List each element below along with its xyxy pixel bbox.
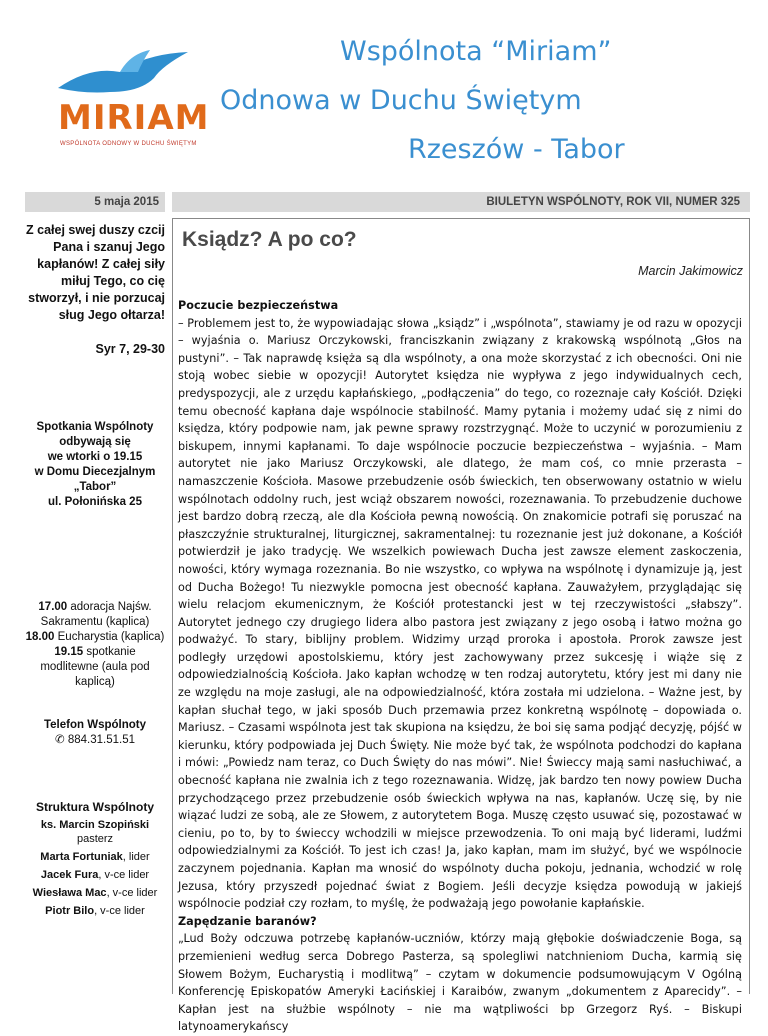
sidebar bbox=[25, 222, 165, 356]
schedule-item: 18.00 Eucharystia (kaplica) bbox=[25, 631, 165, 643]
structure-label: Struktura Wspólnoty bbox=[35, 800, 154, 814]
issue-info: BIULETYN WSPÓLNOTY, ROK VII, NUMER 325 bbox=[172, 192, 750, 212]
section-heading: Zapędzanie baranów? bbox=[178, 914, 317, 928]
meetings-line: ul. Połonińska 25 bbox=[48, 496, 142, 508]
issue-date: 5 maja 2015 bbox=[25, 192, 165, 212]
phone-number: 884.31.51.51 bbox=[67, 734, 135, 746]
section-heading: Poczucie bezpieczeństwa bbox=[178, 299, 339, 312]
title-line-3: Rzeszów - Tabor bbox=[408, 134, 625, 165]
sidebar-quote-ref: Syr 7, 29-30 bbox=[95, 342, 165, 356]
meetings-info bbox=[25, 420, 165, 510]
phone-line bbox=[25, 733, 165, 748]
article-author: Marcin Jakimowicz bbox=[638, 264, 743, 278]
structure-info bbox=[25, 798, 165, 920]
structure-item: Piotr Bilo, v-ce lider bbox=[45, 905, 145, 917]
phone-label: Telefon Wspólnoty bbox=[43, 719, 146, 731]
section-text: „Lud Boży odczuwa potrzebę kapłanów-uczniów, którzy mają głębokie doświadczenie Boga, są przemienieni według serca Dobrego Pasterza, są spolegliwi natchnieniom Ducha, karmią się Słowem Bożym, Eucharystią i modlitwą” – czytam w dokumencie podsumowującym V Ogólną Konferencję Episkopatów Ameryki Łacińskiej i Karaibów, zwanym „dokumentem z Aparecidy”. – Kapłan jest na służbie wspólnoty – nie ma wątpliwości bp Grzegorz Ryś. – Biskupi latynoamerykańscy bbox=[178, 932, 742, 1034]
logo-subtitle: WSPÓLNOTA ODNOWY W DUCHU ŚWIĘTYM bbox=[60, 141, 197, 147]
logo bbox=[50, 48, 210, 148]
phone-icon: ✆ bbox=[55, 734, 65, 746]
schedule-item: 17.00 adoracja Najśw. Sakramentu (kaplica) bbox=[38, 601, 152, 628]
logo-word: MIRIAM bbox=[58, 98, 210, 138]
sidebar-quote: Z całej swej duszy czcij Pana i szanuj Jego kapłanów! Z całej siły miłuj Tego, co cię stworzył, i nie porzucaj sług Jego ołtarza! bbox=[26, 223, 165, 322]
meetings-line: w Domu Diecezjalnym „Tabor” bbox=[34, 466, 156, 493]
structure-item: Jacek Fura, v-ce lider bbox=[40, 869, 150, 881]
schedule-item: 19.15 spotkanie modlitewne (aula pod kaplicą) bbox=[40, 646, 150, 688]
structure-item: Marta Fortuniak, lider bbox=[40, 851, 150, 863]
article-title: Ksiądz? A po co? bbox=[182, 228, 357, 251]
title-line-1: Wspólnota “Miriam” bbox=[340, 36, 612, 67]
title-line-2: Odnowa w Duchu Świętym bbox=[220, 85, 582, 116]
article-body bbox=[178, 297, 742, 1036]
schedule bbox=[25, 600, 165, 690]
phone-info bbox=[25, 718, 165, 748]
structure-item: Wiesława Mac, v-ce lider bbox=[32, 887, 158, 899]
meetings-line: Spotkania Wspólnoty odbywają się bbox=[36, 421, 154, 448]
meetings-line: we wtorki o 19.15 bbox=[47, 451, 143, 463]
section-text: – Problemem jest to, że wypowiadając słowa „ksiądz” i „wspólnota”, stawiamy je od razu w opozycji – wyjaśnia o. Mariusz Orczykowski, franciszkanin związany z krakowską wspólnotą „Głos na pustyni”. – Tak naprawdę księża są dla wspólnoty, a ona może skorzystać z ich obecności. Oni nie stoją wobec siebie w opozycji! Autorytet księdza nie wypływa z jego indywidualnych cech, predyspozycji, ale z urzędu kapłańskiego, „podłączenia” do tego, co rozeznaje cały Kościół. Dzięki temu obecność kapłana daje wspólnocie stabilność. Mamy pytania i możemy udać się z nimi do księdza, który podpowie nam, jak pewne sprawy rozstrzygnąć. Może to uczynić w porozumieniu z biskupem, innymi kapłanami. To daje wspólnocie poczucie bezpieczeństwa – wyjaśnia. – Mam autorytet nie jako Mariusz Orczykowski, ale dlatego, że mam coś, co mnie przerasta – namaszczenie Kościoła. Masowe przebudzenie osób świeckich, ten obserwowany ostatnio w wielu wspólnotach oddolny ruch, jest wciąż obszarem nowości, rozeznawania. To przebudzenie duchowe jest bardzo dobrą rzeczą, ale dla Kościoła pewną nowością. On znakomicie potrafi się poruszać na płaszczyźnie strukturalnej, liturgicznej, sakramentalnej: tu rozeznanie jest już dokonane, a Kościół potwierdził je jako tradycję. We wszelkich powiewach Ducha jest zawsze element zaskoczenia, nowości, który wymaga rozeznania. Bo nie wszystko, co wpływa na wspólnotę i dynamizuje ją, jest od Ducha Bożego! Tu niezwykle pomocna jest obecność kapłana. Zauważyłem, przyglądając się wielu relacjom ekumenicznym, że Kościół protestancki jest w tej rzeczywistości „słabszy”. Autorytet jednego czy drugiego lidera albo pastora jest związany z jego osobą i łatwo można go podważyć. To stary, biblijny problem. Widzimy urząd proroka i apostoła. Prorok zawsze jest podległy urzędowi apostolskiemu, który jest zachowywany przez sukcesję i wiąże się z odpowiedzialnością Kościoła. Jako kapłan wchodzę w ten rodzaj autorytetu, który jest mi dany nie ze względu na moje zasługi, ale na odpowiedzialność, która została mi udzielona. – Ważne jest, by kapłan słuchał tego, w jaki sposób Duch przemawia przez konkretną wspólnotę – dopowiada o. Mariusz. – Czasami wspólnota jest tak skupiona na księdzu, że boi się sama podjąć decyzję, pójść w kierunku, który podpowiada jej Duch Święty. Nie może być tak, że wspólnota podchodzi do kapłana i mówi: „Powiedz nam teraz, co Duch Święty do nas mówi”. Nie! Świeccy mają sami nasłuchiwać, a obecność kapłana nie zwalnia ich z tego rozeznawania. Widzę, jak bardzo ten nowy powiew Ducha przychodzącego przez przebudzenie osób świeckich wpływa na nas, kapłanów. Uczę się, by nie wiązać ludzi ze sobą, ale ze Słowem, z autorytetem Boga. Muszę często usuwać się, pozostawać w cieniu, po to, by to świeccy wchodzili w miejsce przewodzenia. To oni mają być liderami, ludźmi odpowiedzialnymi za Kościół. To jest ich czas! Ja, jako kapłan, mam im służyć, być we wspólnocie zaczynem pojednania. Kapłan ma wnosić do wspólnoty ducha pokoju, jednania, wchodzić w rolę Jezusa, który przyszedł pojednać świat z Bogiem. Jeśli decyzje księdza powodują w jakiejś wspólnocie podział czy rozłam, to myślę, że podważają jego powołanie kapłańskie. bbox=[178, 316, 742, 911]
structure-item: ks. Marcin Szopiński bbox=[40, 819, 150, 831]
structure-item: pasterz bbox=[76, 833, 114, 845]
